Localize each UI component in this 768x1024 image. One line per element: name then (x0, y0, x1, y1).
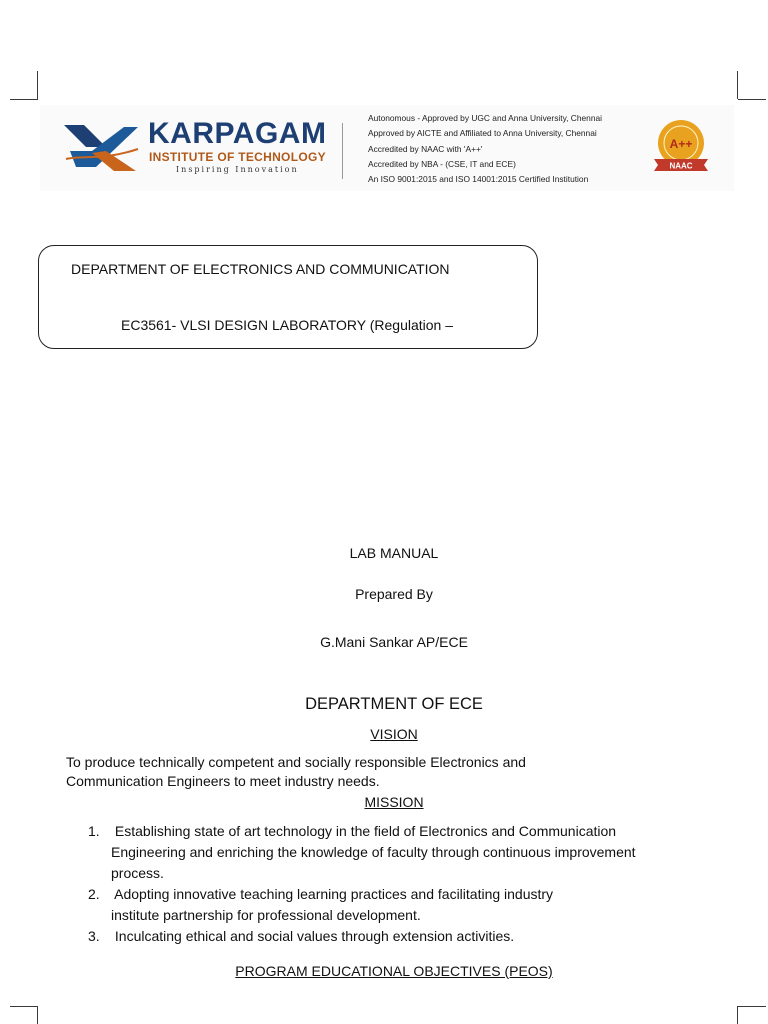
prepared-by-label: Prepared By (355, 586, 433, 602)
mission-item (88, 926, 728, 947)
vision-line: Communication Engineers to meet industry needs. (66, 773, 380, 789)
course-title: EC3561- VLSI DESIGN LABORATORY (Regulation – (121, 317, 454, 333)
vision-heading-row (0, 726, 768, 742)
peos-heading-row (0, 963, 768, 979)
mission-line: Inculcating ethical and social values through extension activities. (111, 928, 515, 944)
institution-name: KARPAGAM (148, 117, 327, 150)
badge-grade: A++ (669, 137, 693, 151)
department-heading: DEPARTMENT OF ECE (305, 695, 483, 713)
crop-mark-bottom-left-h (10, 1006, 38, 1007)
crop-mark-top-right-v (737, 71, 738, 99)
mission-item (88, 884, 728, 926)
accreditation-line: Autonomous - Approved by UGC and Anna University, Chennai (368, 113, 603, 123)
crop-mark-top-left-v (37, 71, 38, 99)
mission-line: Engineering and enriching the knowledge of faculty through continuous improvement (111, 844, 636, 860)
crop-mark-bottom-right-v (737, 1006, 738, 1024)
letterhead-divider (342, 123, 343, 179)
mission-item (88, 821, 728, 884)
karpagam-logo-icon (62, 121, 140, 173)
mission-line: process. (111, 865, 164, 881)
vision-heading: VISION (370, 726, 418, 742)
peos-heading: PROGRAM EDUCATIONAL OBJECTIVES (PEOS) (235, 963, 553, 979)
accreditation-line: Accredited by NBA - (CSE, IT and ECE) (368, 158, 516, 169)
mission-line: Establishing state of art technology in the field of Electronics and Communication (111, 823, 617, 839)
author-name: G.Mani Sankar AP/ECE (320, 634, 468, 650)
department-name: DEPARTMENT OF ELECTRONICS AND COMMUNICATION (71, 261, 450, 277)
letterhead (40, 105, 734, 191)
institution-tagline: Inspiring Innovation (176, 165, 299, 174)
institution-subtitle: INSTITUTE OF TECHNOLOGY (149, 150, 326, 164)
mission-line: institute partnership for professional development. (111, 907, 421, 923)
naac-badge-icon (648, 117, 714, 177)
mission-number: 2. (88, 886, 100, 902)
badge-label: NAAC (669, 161, 693, 171)
crop-mark-bottom-right-h (738, 1006, 766, 1007)
mission-number: 1. (88, 823, 100, 839)
mission-number: 3. (88, 928, 100, 944)
accreditation-list (368, 111, 658, 187)
crop-mark-bottom-left-v (37, 1006, 38, 1024)
mission-list (88, 821, 728, 947)
vision-line: To produce technically competent and socially responsible Electronics and (66, 754, 526, 770)
mission-heading: MISSION (364, 794, 424, 810)
accreditation-line: Approved by AICTE and Affiliated to Anna University, Chennai (368, 128, 597, 139)
mission-line: Adopting innovative teaching learning practices and facilitating industry (111, 886, 554, 902)
vision-text (66, 753, 626, 791)
lab-manual-label: LAB MANUAL (349, 545, 439, 561)
crop-mark-top-right-h (738, 99, 766, 100)
mission-heading-row (0, 794, 768, 810)
accreditation-line: Accredited by NAAC with 'A++' (368, 143, 483, 154)
accreditation-line: An ISO 9001:2015 and ISO 14001:2015 Certified Institution (368, 174, 589, 185)
department-title-box (38, 245, 538, 349)
crop-mark-top-left-h (10, 99, 38, 100)
